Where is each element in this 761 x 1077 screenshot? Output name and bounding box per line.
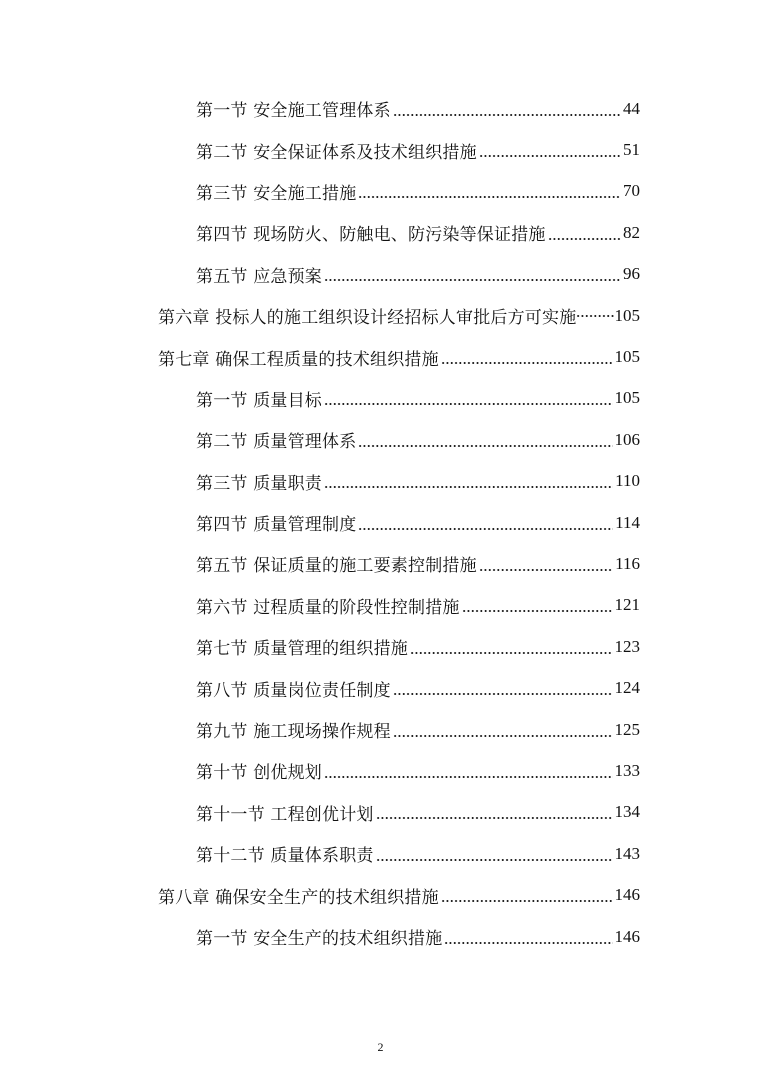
page-number: 2 xyxy=(377,1040,384,1054)
toc-entry-title: 第一节 安全生产的技术组织措施 xyxy=(196,929,443,949)
toc-entry-title: 第六节 过程质量的阶段性控制措施 xyxy=(196,597,460,618)
toc-leader-dots xyxy=(393,734,613,738)
toc-entry-title: 第七节 质量管理的组织措施 xyxy=(196,639,409,660)
toc-entry xyxy=(196,750,640,791)
toc-entry xyxy=(196,916,640,957)
toc-leader-dots xyxy=(324,485,613,489)
toc-leader-dots xyxy=(358,444,612,448)
toc-entry-title: 第八节 质量岗位责任制度 xyxy=(196,680,391,701)
toc-chapter-entry xyxy=(158,295,640,336)
toc-entry-title: 第四节 质量管理制度 xyxy=(196,515,357,536)
toc-entry-page: 125 xyxy=(614,719,640,739)
toc-leader-dots xyxy=(324,775,612,779)
toc-entry-title: 第四节 现场防火、防触电、防污染等保证措施 xyxy=(196,225,546,246)
toc-entry xyxy=(196,833,640,874)
toc-entry-title: 第五节 保证质量的施工要素控制措施 xyxy=(196,556,477,577)
toc-leader-dots xyxy=(441,899,613,903)
toc-chapter-entry xyxy=(158,336,640,377)
toc-entry-page: 44 xyxy=(623,98,640,118)
toc-entry-title: 第一节 安全施工管理体系 xyxy=(196,101,391,122)
toc-entry xyxy=(196,543,640,584)
toc-leader-dots xyxy=(324,402,612,406)
toc-entry-title: 第五节 应急预案 xyxy=(196,266,323,287)
toc-entry-page: 143 xyxy=(614,843,640,863)
toc-leader-dots xyxy=(376,816,613,820)
toc-entry-title: 第二节 安全保证体系及技术组织措施 xyxy=(196,142,477,163)
toc-entry-page: 123 xyxy=(614,636,640,656)
toc-entry-page: 105 xyxy=(614,347,640,367)
toc-entry xyxy=(196,378,640,419)
toc-leader-dots xyxy=(358,527,613,531)
toc-chapter-entry xyxy=(158,874,640,915)
toc-entry-title: 第九节 施工现场操作规程 xyxy=(196,722,391,743)
toc-entry xyxy=(196,461,640,502)
toc-leader-dots xyxy=(444,941,612,945)
toc-entry-page: 105 xyxy=(614,388,640,408)
toc-entry-title: 第十节 创优规划 xyxy=(196,763,323,784)
toc-entry-page: 146 xyxy=(614,885,640,905)
toc-leader-dots xyxy=(376,858,613,862)
toc-entry-page: 51 xyxy=(623,140,640,160)
toc-leader-dots xyxy=(462,609,613,613)
toc-entry xyxy=(196,212,640,253)
toc-entry xyxy=(196,667,640,708)
toc-entry xyxy=(196,502,640,543)
toc-entry-page: 106 xyxy=(614,429,640,449)
toc-entry xyxy=(196,254,640,295)
toc-entry-page: 82 xyxy=(623,222,640,242)
toc-entry-title: 第一节 质量目标 xyxy=(196,390,323,411)
toc-entry-title: 第三节 安全施工措施 xyxy=(196,183,357,204)
toc-entry-title: 第二节 质量管理体系 xyxy=(196,432,357,453)
toc-entry xyxy=(196,88,640,129)
toc-entry xyxy=(196,585,640,626)
toc-leader-dots xyxy=(358,195,621,199)
toc-entry-page: 114 xyxy=(615,512,640,532)
toc-leader-dots xyxy=(441,361,613,365)
toc-entry-title: 第三节 质量职责 xyxy=(196,473,323,494)
toc-entry-title: 第八章 确保安全生产的技术组织措施 xyxy=(158,887,439,908)
toc-leader-dots xyxy=(410,651,612,655)
toc-entry-page: 124 xyxy=(614,678,640,698)
toc-leader-dots xyxy=(479,154,621,158)
toc-entry xyxy=(196,626,640,667)
toc-entry-page: 146 xyxy=(614,926,640,946)
toc-entry-page: 134 xyxy=(614,802,640,822)
table-of-contents xyxy=(0,88,761,957)
toc-entry-page: 121 xyxy=(614,595,640,615)
toc-entry-page: 96 xyxy=(623,264,640,284)
toc-entry xyxy=(196,171,640,212)
toc-entry-page: 133 xyxy=(614,760,640,780)
toc-entry xyxy=(196,419,640,460)
toc-entry xyxy=(196,792,640,833)
toc-entry xyxy=(196,129,640,170)
toc-leader-dots xyxy=(479,568,613,572)
toc-entry-title: 第十二节 质量体系职责 xyxy=(196,846,374,867)
toc-leader-dots xyxy=(548,237,621,241)
toc-entry-page: 116 xyxy=(615,553,640,573)
toc-leader-dots xyxy=(393,113,621,117)
toc-entry-title: 第十一节 工程创优计划 xyxy=(196,804,374,825)
toc-leader-dots xyxy=(324,278,621,282)
toc-leader-dots xyxy=(576,314,614,318)
toc-entry-page: 105 xyxy=(614,305,640,325)
toc-leader-dots xyxy=(393,692,613,696)
toc-entry xyxy=(196,709,640,750)
toc-entry-page: 110 xyxy=(615,471,640,491)
toc-entry-page: 70 xyxy=(623,181,640,201)
toc-entry-title: 第六章 投标人的施工组织设计经招标人审批后方可实施 xyxy=(158,308,577,329)
toc-entry-title: 第七章 确保工程质量的技术组织措施 xyxy=(158,349,439,370)
